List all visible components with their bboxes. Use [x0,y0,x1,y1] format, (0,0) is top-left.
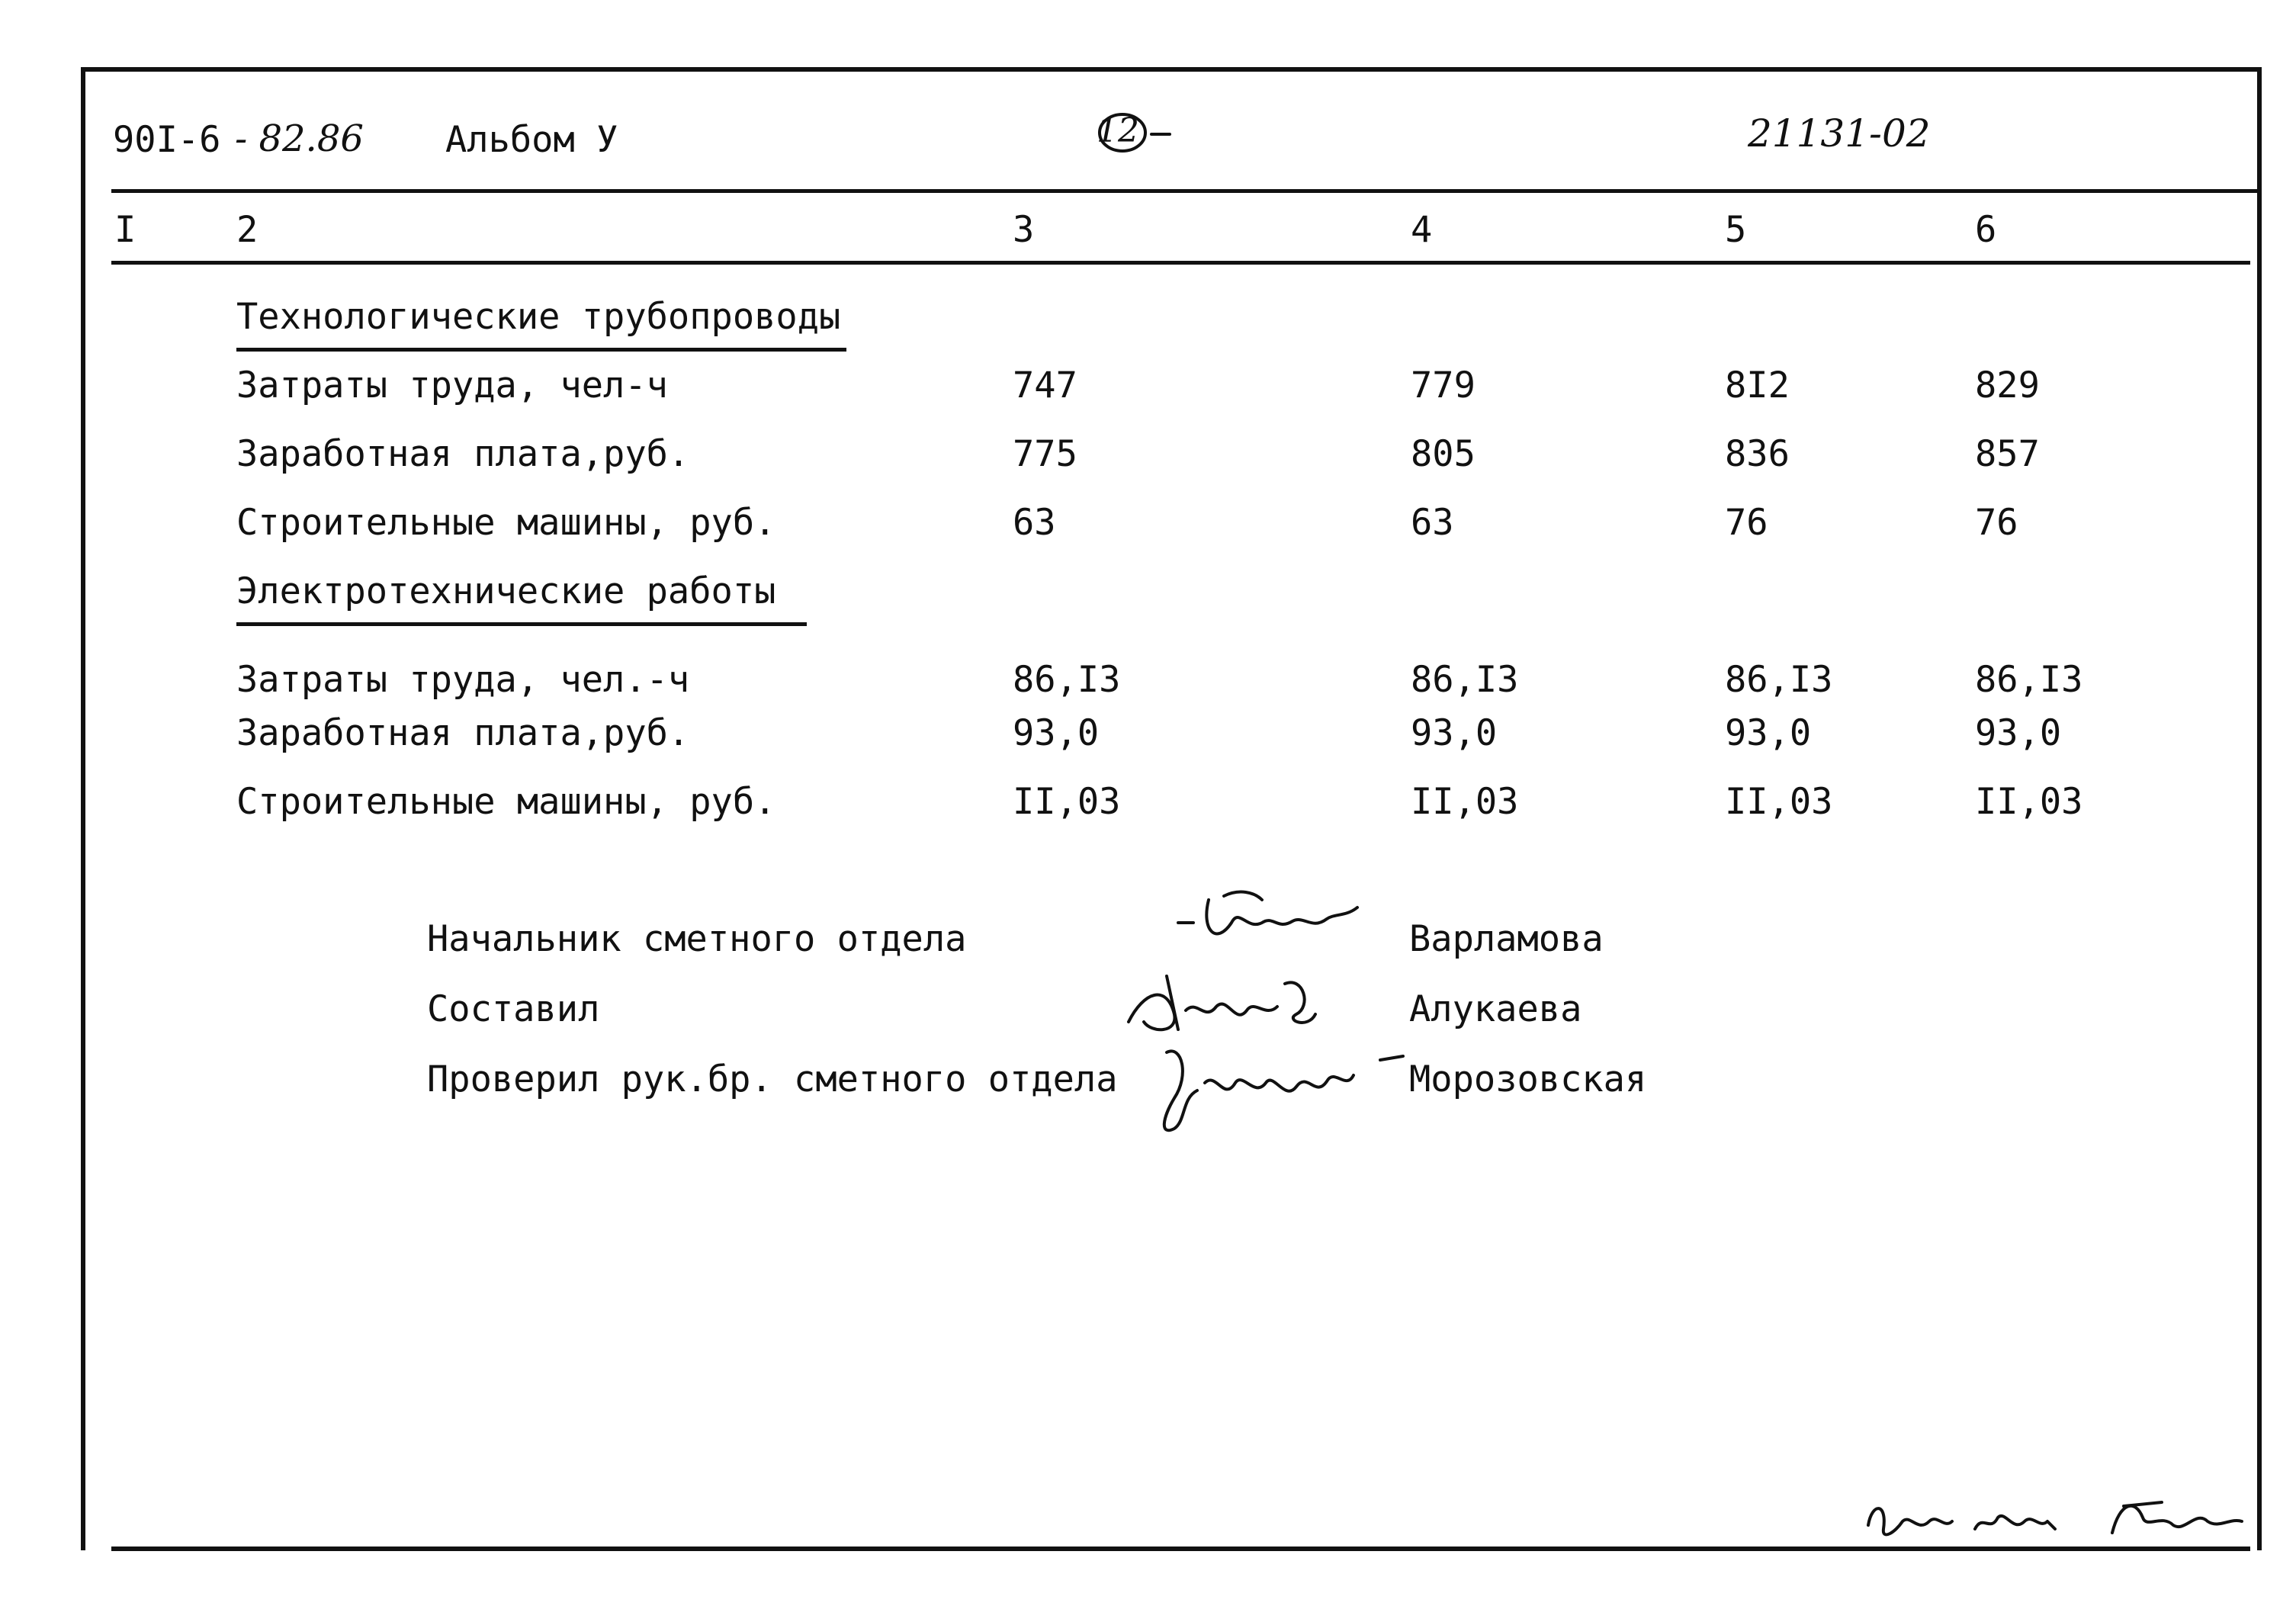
signature-scribble-3 [1144,1029,1418,1147]
cell-value: 775 [1013,433,1077,475]
cell-value: 779 [1411,365,1476,406]
cell-value: 93,0 [1975,712,2062,754]
doc-number: 21131-02 [1748,111,1931,156]
col-header-6: 6 [1975,209,1997,251]
col-header-4: 4 [1411,209,1433,251]
section-title-underline [236,622,807,626]
cell-value: 86,I3 [1411,659,1519,701]
header-divider [111,189,2262,193]
cell-value: 63 [1411,502,1454,544]
signature-scribble-1 [1170,877,1369,964]
row-label: Заработная плата,руб. [236,712,690,754]
signature-name: Алукаева [1409,988,1582,1030]
section-title-underline [236,348,846,352]
cell-value: 86,I3 [1013,659,1121,701]
cell-value: 857 [1975,433,2040,475]
cell-value: 829 [1975,365,2040,406]
cell-value: 93,0 [1013,712,1100,754]
cell-value: II,03 [1411,781,1519,823]
row-label: Заработная плата,руб. [236,433,690,475]
project-suffix: - 82.86 [235,117,364,160]
signature-role: Проверил рук.бр. сметного отдела [427,1058,1118,1100]
col-header-2: 2 [236,209,259,251]
cell-value: 76 [1975,502,2018,544]
cell-value: II,03 [1725,781,1833,823]
cell-value: 747 [1013,365,1077,406]
cell-value: 86,I3 [1725,659,1833,701]
cell-value: 805 [1411,433,1476,475]
col-header-5: 5 [1725,209,1747,251]
section-title: Электротехнические работы [236,570,776,612]
row-label: Затраты труда, чел-ч [236,365,668,406]
row-label: Строительные машины, руб. [236,781,776,823]
cell-value: 836 [1725,433,1790,475]
page-number: 12 [1097,111,1139,150]
row-label: Строительные машины, руб. [236,502,776,544]
col-header-3: 3 [1013,209,1035,251]
project-code: 90I-6 [113,119,221,161]
cell-value: 93,0 [1411,712,1498,754]
cell-value: II,03 [1975,781,2083,823]
cell-value: 86,I3 [1975,659,2083,701]
album-label: Альбом У [445,119,618,161]
col-header-1: I [114,209,136,251]
cell-value: 8I2 [1725,365,1790,406]
signature-name: Морозовская [1409,1058,1647,1100]
cell-value: 76 [1725,502,1768,544]
section-title: Технологические трубопроводы [236,296,841,338]
signature-role: Составил [427,988,600,1030]
signature-name: Варламова [1409,918,1604,960]
archive-note-scribble [1861,1487,2257,1551]
signature-role: Начальник сметного отдела [427,918,967,960]
row-label: Затраты труда, чел.-ч [236,659,690,701]
cell-value: 93,0 [1725,712,1812,754]
cell-value: II,03 [1013,781,1121,823]
column-header-divider [111,261,2250,265]
cell-value: 63 [1013,502,1056,544]
